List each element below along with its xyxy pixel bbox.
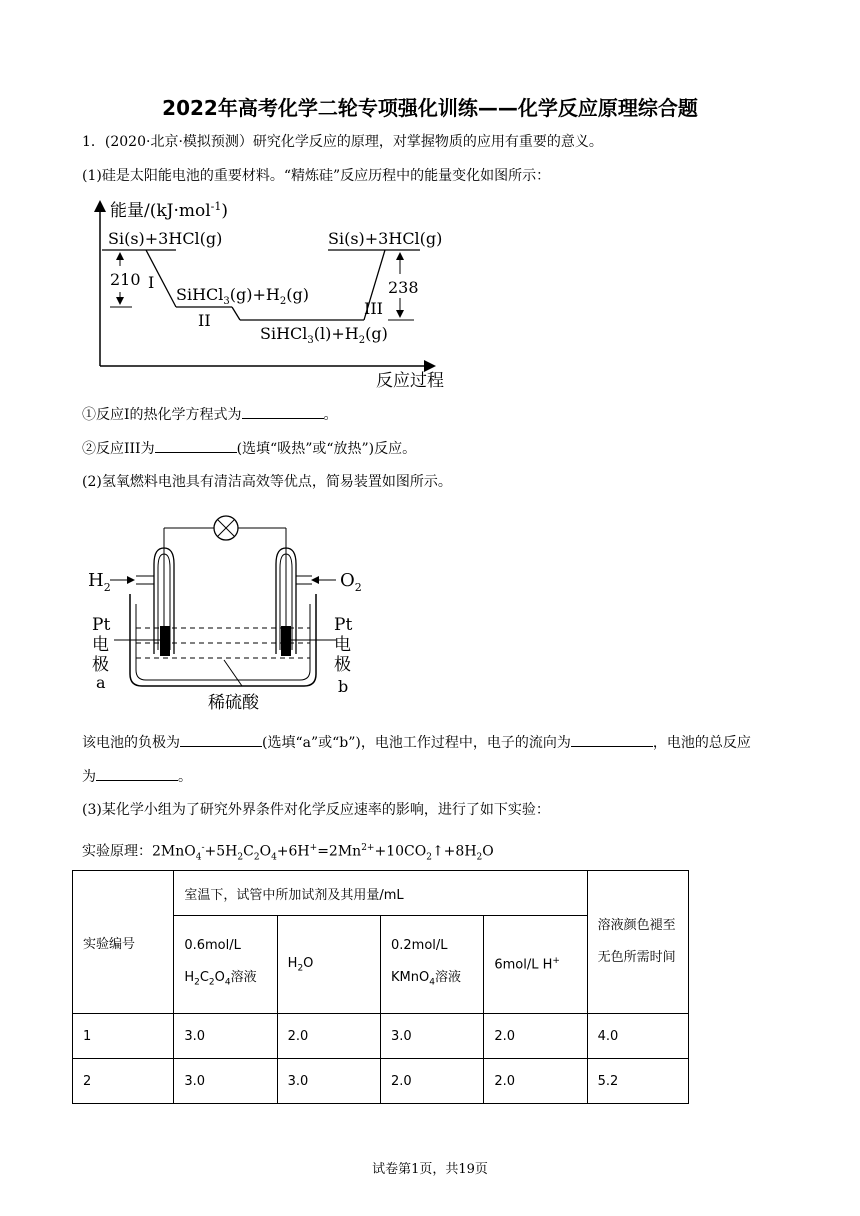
- o2-label: $O_2$: [340, 570, 362, 594]
- svg-text:极: 极: [92, 655, 109, 675]
- header-acid: 6mol/L H+: [484, 916, 587, 1014]
- right-pt-label: Pt: [334, 615, 353, 635]
- left-pt-label: Pt: [92, 615, 111, 635]
- header-kmno4: 0.2mol/L KMnO$_4$溶液: [380, 916, 483, 1014]
- page-title: 2022年高考化学二轮专项强化训练——化学反应原理综合题: [162, 96, 698, 120]
- energy-value-238: 238: [388, 278, 419, 297]
- left-state-label: Si(s)+3HCl(g): [108, 229, 223, 248]
- table-row: 2 3.0 3.0 2.0 2.0 5.2: [73, 1059, 689, 1104]
- h2-label: $H_2$: [88, 570, 111, 594]
- energy-diagram: [80, 196, 460, 392]
- answer-blank-3[interactable]: [180, 732, 262, 747]
- svg-text:电: 电: [334, 635, 351, 655]
- electrode-a: [160, 626, 170, 656]
- svg-text:极: 极: [334, 655, 351, 675]
- right-state-label: Si(s)+3HCl(g): [328, 229, 443, 248]
- answer-blank-2[interactable]: [155, 438, 237, 453]
- product-state-label: $SiHCl_3(l)+H_2(g)$: [260, 324, 388, 346]
- answer-blank-4[interactable]: [571, 732, 653, 747]
- electrode-b-label: b: [338, 677, 349, 696]
- table-row: 1 3.0 2.0 3.0 2.0 4.0: [73, 1014, 689, 1059]
- page-footer: 试卷第1页，共19页: [372, 1162, 488, 1177]
- step-label-2: II: [198, 311, 211, 330]
- step-label-1: I: [148, 273, 155, 292]
- solution-label: 稀硫酸: [208, 693, 259, 713]
- question-2-line-1: 该电池的负极为 (选填“a”或“b”)，电池工作过程中，电子的流向为 ，电池的总反应: [82, 732, 751, 753]
- header-experiment-id: 实验编号: [73, 871, 174, 1014]
- electrode-b: [281, 626, 291, 656]
- part-3-intro: (3)某化学小组为了研究外界条件对化学反应速率的影响，进行了如下实验：: [82, 802, 550, 818]
- part-1-intro: (1)硅是太阳能电池的重要材料。“精炼硅”反应历程中的能量变化如图所示：: [82, 168, 551, 184]
- answer-blank-1[interactable]: [242, 404, 324, 419]
- y-axis-label: 能量/(kJ·mol$^{-1}$): [110, 200, 229, 221]
- header-time: 溶液颜色褪至无色所需时间: [587, 871, 688, 1014]
- question-1-1: ①反应I的热化学方程式为 。: [82, 404, 338, 425]
- energy-value-210: 210: [110, 270, 141, 289]
- part-2-intro: (2)氢氧燃料电池具有清洁高效等优点，简易装置如图所示。: [82, 474, 452, 490]
- header-reagents: 室温下，试管中所加试剂及其用量/mL: [174, 871, 587, 916]
- experiment-table: [72, 870, 689, 1104]
- fuel-cell-diagram: [84, 508, 374, 714]
- x-axis-label: 反应过程: [376, 371, 444, 391]
- question-2-line-2: 为 。: [82, 766, 192, 787]
- experiment-principle: 实验原理：$2MnO_4^-+5H_2C_2O_4+6H^+=2Mn^{2+}+10CO_2↑+8H_2O$: [82, 843, 494, 863]
- electrode-a-label: a: [96, 673, 106, 692]
- question-1-intro: 1．(2020·北京·模拟预测）研究化学反应的原理，对掌握物质的应用有重要的意义。: [82, 134, 603, 150]
- question-1-2: ②反应III为 (选填“吸热”或“放热”)反应。: [82, 438, 416, 459]
- header-water: $H_2O$: [277, 916, 380, 1014]
- answer-blank-5[interactable]: [96, 766, 178, 781]
- step-label-3: III: [364, 299, 383, 318]
- intermediate-state-label: $SiHCl_3(g)+H_2(g)$: [176, 285, 309, 307]
- svg-text:电: 电: [92, 635, 109, 655]
- header-h2c2o4: 0.6mol/L $H_2C_2O_4$溶液: [174, 916, 277, 1014]
